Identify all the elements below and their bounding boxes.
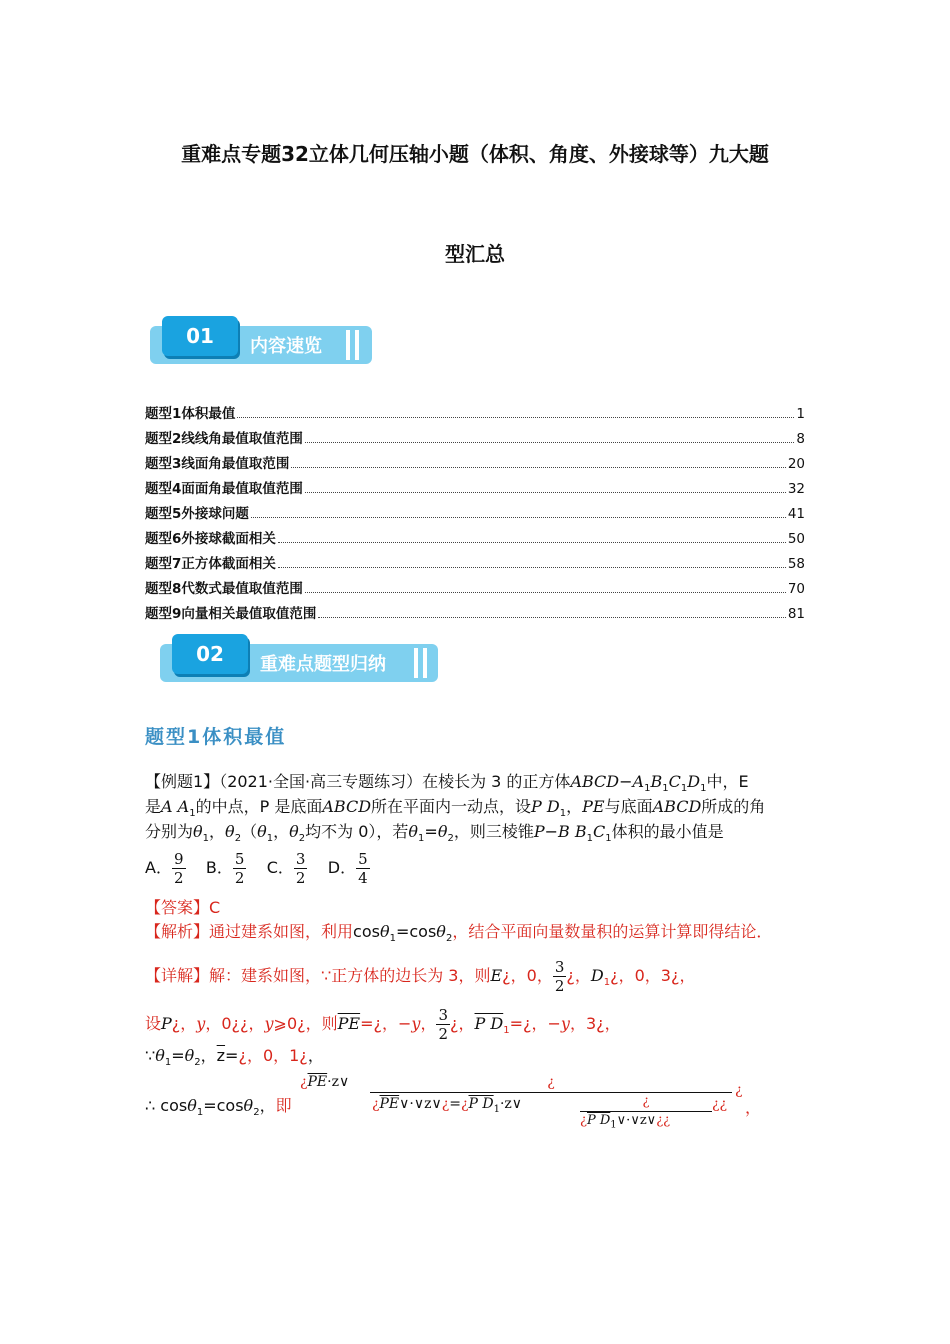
option-a[interactable]: A． $\frac{9}{2}$ <box>145 850 184 887</box>
toc-item[interactable]: 题型1体积最值 1 <box>145 406 805 422</box>
banner-number: 01 <box>162 316 238 356</box>
example-line-3: 分别为$\theta_1$，$\theta_2(\theta_1$，$\theta_2$均不为 0），若$\theta_1=\theta_2$，则三棱锥P−B $B_1C_1$体积的最小值是 <box>145 822 724 845</box>
trailing-comma: ， <box>745 1098 762 1117</box>
trailing-mark-2: ¿ <box>735 1082 743 1098</box>
trailing-marks: ¿¿ <box>712 1096 728 1112</box>
banner-number: 02 <box>172 634 248 674</box>
inner-denominator: ¿P $D_1\vee\cdot\vee z\vee¿¿$ <box>580 1113 671 1131</box>
toc-item[interactable]: 题型2线线角最值取值范围 8 <box>145 431 805 447</box>
toc-item[interactable]: 题型3线面角最值取范围 20 <box>145 456 805 472</box>
detail-line-2: 设P¿，y，0¿¿，y⩾0¿，则$\overline{PE}=¿$，−y， $\frac{3}{2}$ ¿，P $D_1=¿$，−y，3¿， <box>145 1006 621 1043</box>
toc-item[interactable]: 题型4面面角最值取值范围 32 <box>145 481 805 497</box>
detail-line-1: 【详解】解：建系如图，∵正方体的边长为 3，则E¿，0， $\frac{3}{2}$ ¿，$D_1¿$，0，3¿， <box>145 958 696 995</box>
answer-options <box>145 850 370 887</box>
toc-item[interactable]: 题型9向量相关最值取值范围 81 <box>145 606 805 622</box>
section-banner-categories <box>160 640 438 684</box>
toc-item[interactable]: 题型5外接球问题 41 <box>145 506 805 522</box>
detail-equation: ¿$\overline{PE}\cdot z\vee$ <box>300 1074 350 1090</box>
fraction-denominator: ¿$\overline{PE}\vee\cdot\vee z\vee¿=¿P$ $D_1\cdot z\vee$ <box>372 1096 523 1115</box>
answer-line: 【答案】C <box>145 898 221 917</box>
fraction-numerator: ¿ <box>547 1074 555 1090</box>
example-line-2: 是A $A_1$的中点，P 是底面ABCD所在平面内一动点，设P $D_1$，PE与底面ABCD所成的角 <box>145 797 766 820</box>
banner-label: 内容速览 <box>250 336 322 357</box>
detail-line-4: ∴ cosθ$_1$=cosθ$_2$，即 <box>145 1096 292 1119</box>
banner-label: 重难点题型归纳 <box>260 654 386 675</box>
inner-numerator: ¿ <box>642 1094 650 1109</box>
inner-fraction-bar <box>580 1111 712 1112</box>
section-banner-overview <box>150 322 372 366</box>
detail-line-3: $\because\theta_1=\theta_2$，$\overline{z}=¿$，0，1¿， <box>145 1046 324 1069</box>
toc-item[interactable]: 题型6外接球截面相关 50 <box>145 531 805 547</box>
page-title-line1: 重难点专题32立体几何压轴小题（体积、角度、外接球等）九大题 <box>181 142 769 166</box>
page-title-line2: 型汇总 <box>445 242 505 266</box>
fraction-bar <box>370 1092 732 1093</box>
example-line-1: 【例题1】（2021·全国·高三专题练习）在棱长为 3 的正方体$ABCD-A_1B_1C_1D_1$中，E <box>145 772 749 795</box>
option-b[interactable]: B． $\frac{5}{2}$ <box>205 850 245 887</box>
section-heading: 题型1体积最值 <box>145 726 287 748</box>
option-c[interactable]: C． $\frac{3}{2}$ <box>266 850 306 887</box>
toc-item[interactable]: 题型7正方体截面相关 58 <box>145 556 805 572</box>
toc-item[interactable]: 题型8代数式最值取值范围 70 <box>145 581 805 597</box>
analysis-line: 【解析】通过建系如图，利用cosθ$_1$=cosθ$_2$，结合平面向量数量积的运算计算即得结论． <box>145 922 773 945</box>
option-d[interactable]: D． $\frac{5}{4}$ <box>327 850 368 887</box>
